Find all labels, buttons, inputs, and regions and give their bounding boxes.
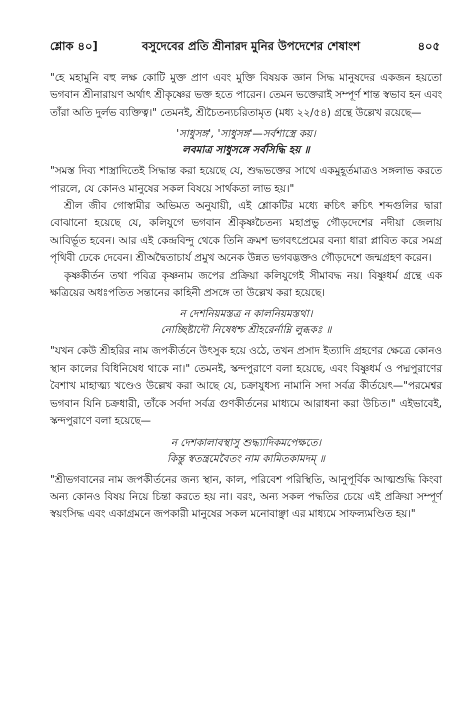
paragraph: "যখন কেউ শ্রীহরির নাম জপকীর্তনে উৎসুক হয়ে ওঠে, তখন প্রসাদ ইত্যাদি গ্রহণের ক্ষেত্রে কোনও স্থান কালের বিধিনিষেধ থাকে না।" তেমনই, স্কন্দপুরাণে বলা হয়েছে, এবং বিষ্ণুধর্ম ও পদ্মপুরাণের বৈশাখ মাহাত্ম্য খণ্ডেও উল্লেখ করা আছে যে, চক্রাযুধস্য নামানি সদা সর্বত্র কীর্তয়েৎ—"পরমেশ্বর ভগবান যিনি চক্রধারী, তাঁকে সর্বদা সর্বত্র গুণকীর্তনের মাধ্যমে আরাধনা করা উচিত।" এইভাবেই, স্কন্দপুরাণে বলা হয়েছে— — [50, 345, 442, 428]
verse-line: 'সাধুসঙ্গ', 'সাধুসঙ্গ'—সর্বশাস্ত্রে কয়। — [176, 128, 316, 141]
paragraph: "শ্রীভগবানের নাম জপকীর্তনের জন্য স্থান, কাল, পরিবেশ পরিস্থিতি, আনুপূর্বিক আত্মশুদ্ধি কিংবা অন্য কোনও বিষয় নিয়ে চিন্তা করতে হয় না। বরং, অন্য সকল পদ্ধতির চেয়ে এই প্রক্রিয়া সম্পূর্ণ স্বয়ংসিদ্ধ এবং একাগ্রমনে জপকারী মানুষের সকল মনোবাঞ্ছা এর মাধ্যমে সাফল্যমণ্ডিত হয়।" — [50, 473, 442, 521]
paragraph: "হে মহামুনি বহু লক্ষ কোটি মুক্ত প্রাণ এবং মুক্তি বিষয়ক জ্ঞান সিদ্ধ মানুষদের একজন হয়তো ভগবান শ্রীনারায়ণ অর্থাৎ শ্রীকৃষ্ণের ভক্ত হতে পারেন। তেমন ভক্তেরাই সম্পূর্ণ শান্ত স্বভাব হন এবং তাঁরা অতি দুর্লভ ব্যক্তিত্ব।" তেমনই, শ্রীচৈতন্যচরিতামৃত (মধ্য ২২/৫৪) গ্রন্থে উল্লেখ রয়েছে— — [50, 72, 442, 119]
paragraph: "সমস্ত দিব্য শাস্ত্রাদিতেই সিদ্ধান্ত করা হয়েছে যে, শুদ্ধভক্তের সাথে একমুহূর্তমাত্রও সঙ্গলাভ করতে পারলে, যে কোনও মানুষের সকল বিষয়ে সার্থকতা লাভ হয়।" — [50, 165, 442, 195]
verse-quote — [50, 435, 442, 467]
verse-line: নোচ্ছিষ্টাদৌ নিষেধশ্চ শ্রীহরের্নাম্নি লুব্ধকঃ ॥ — [160, 324, 332, 337]
verse-line: কিন্তু স্বতন্ত্রমেবৈতং নাম কামিতকামদম্ ॥ — [167, 452, 325, 465]
verse-line: ন দেশকালাবস্থাসু শুদ্ধ্যাদিকমপেক্ষতে। — [170, 436, 322, 449]
verse-line: লবমাত্র সাধুসঙ্গে সর্বসিদ্ধি হয় ॥ — [182, 144, 310, 157]
verse-quote — [50, 306, 442, 338]
page-number: ৪০৫ — [417, 39, 440, 53]
header-verse-ref: শ্লোক ৪০] — [50, 39, 98, 53]
page-body — [50, 70, 442, 524]
verse-quote — [50, 126, 442, 158]
paragraph: কৃষ্ণকীর্তন তথা পবিত্র কৃষ্ণনাম জপের প্রক্রিয়া কলিযুগেই সীমাবদ্ধ নয়। বিষ্ণুধর্ম গ্রন্থে এক ক্ষত্রিয়ের অধঃপতিত সন্তানের কাহিনী প্রসঙ্গে তা উল্লেখ করা হয়েছে। — [50, 269, 442, 300]
header-chapter-title: বসুদেবের প্রতি শ্রীনারদ মুনির উপদেশের শেষাংশ — [142, 39, 361, 53]
paragraph: শ্রীল জীব গোস্বামীর অভিমত অনুযায়ী, এই শ্লোকটির মধ্যে ক্বচিৎ ক্বচিৎ শব্দগুলির দ্বারা বোঝানো হয়েছে যে, কলিযুগে ভগবান শ্রীকৃষ্ণচৈতন্য মহাপ্রভু গৌড়দেশের নদীয়া জেলায় আবির্ভূত হবেন। আর এই কেন্দ্রবিন্দু থেকে তিনি ক্রমশ ভগবৎপ্রেমের বন্যা ধারা প্লাবিত করে সমগ্র পৃথিবী ঢেকে দেবেন। শ্রীঅদ্বৈতাচার্য প্রমুখ অনেক উন্নত ভগবদ্ভক্তও গৌড়দেশে জন্মগ্রহণ করেন। — [50, 200, 442, 265]
verse-line: ন দেশনিয়মস্তত্র ন কালনিয়মস্তথা। — [179, 308, 313, 321]
